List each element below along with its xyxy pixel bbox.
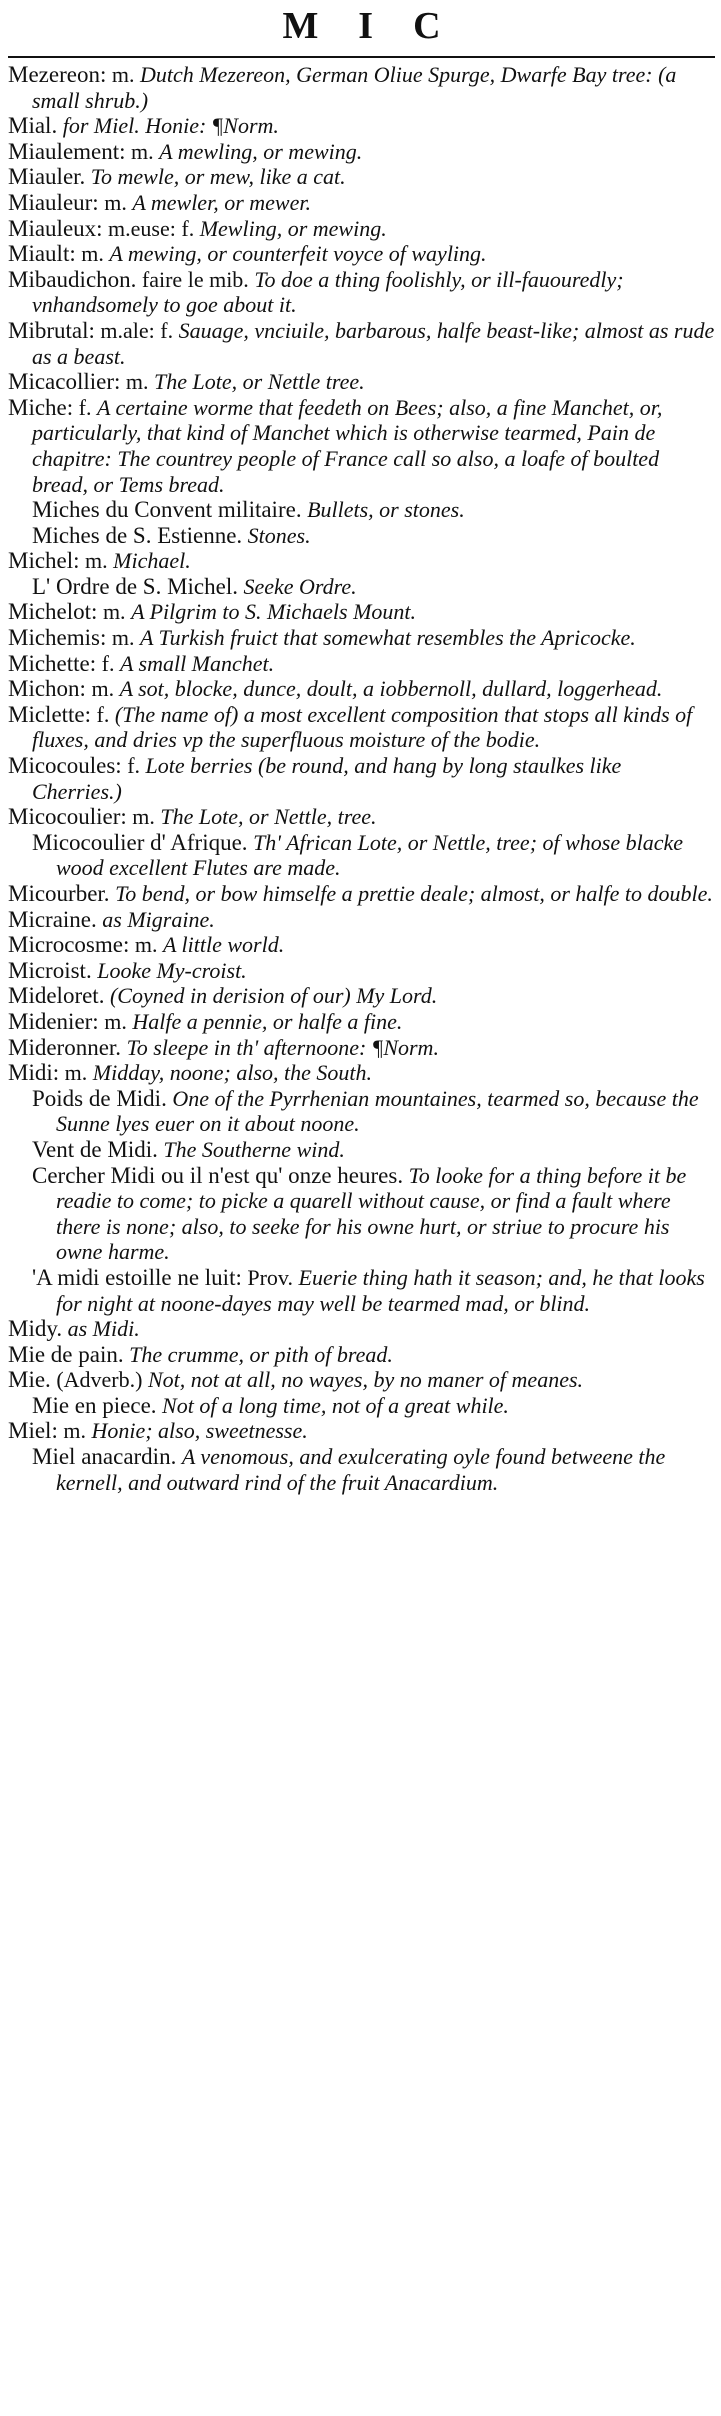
- grammar-note: m.: [129, 932, 158, 958]
- grammar-note: m.: [106, 62, 135, 87]
- dictionary-entry: [8, 702, 715, 753]
- dictionary-entry: [8, 548, 715, 574]
- definition: Seeke Ordre.: [243, 573, 357, 599]
- grammar-note: m.ale: f.: [94, 317, 174, 343]
- headword: Miauleux:: [8, 215, 103, 241]
- headword: Mial.: [8, 113, 58, 139]
- headword: L' Ordre de S. Michel.: [32, 573, 238, 599]
- definition: Looke My-croist.: [97, 957, 247, 983]
- dictionary-entry: [8, 1060, 715, 1086]
- headword: Miel anacardin.: [32, 1444, 177, 1470]
- sub-entry: [8, 1444, 715, 1495]
- headword: Mie en piece.: [32, 1392, 157, 1418]
- definition: A mewling, or mewing.: [159, 138, 363, 164]
- headword: Miel:: [8, 1418, 58, 1444]
- definition: To looke for a thing before it be readie to come; to picke a quarell without cause, or find a fault where there is none; also, to seeke for his owne hurt, or striue to procure his owne harme.: [56, 1162, 687, 1265]
- dictionary-entry: [8, 395, 715, 497]
- grammar-note: m.: [98, 1008, 127, 1034]
- definition: A certaine worme that feedeth on Bees; also, a fine Manchet, or, particularly, that kind of Manchet which is otherwise tearmed, Pain de chapitre: The countrey people of France call so also, a loafe of boulted bread, or Tems bread.: [32, 394, 663, 497]
- definition: A little world.: [162, 932, 285, 958]
- dictionary-entry: [8, 804, 715, 830]
- headword: Micourber.: [8, 881, 110, 906]
- definition: The crumme, or pith of bread.: [129, 1341, 393, 1367]
- entry-list: [8, 62, 715, 1495]
- dictionary-entry: [8, 651, 715, 677]
- definition: To bend, or bow himselfe a prettie deale; almost, or halfe to double.: [115, 881, 713, 906]
- sub-entry: [8, 1393, 715, 1419]
- dictionary-entry: [8, 1009, 715, 1035]
- grammar-note: faire le mib.: [136, 266, 249, 292]
- headword: Mie.: [8, 1367, 51, 1393]
- dictionary-entry: [8, 318, 715, 369]
- definition: Euerie thing hath it season; and, he that looks for night at noone-dayes may well be tearmed mad, or blind.: [56, 1264, 705, 1316]
- dictionary-entry: [8, 62, 715, 113]
- definition: The Southerne wind.: [163, 1136, 345, 1162]
- sub-entry: [8, 830, 715, 881]
- headword: Mideloret.: [8, 983, 105, 1009]
- headword: Micocoulier d' Afrique.: [32, 829, 248, 855]
- grammar-note: Prov.: [241, 1264, 293, 1290]
- headword: Miaulement:: [8, 138, 126, 164]
- dictionary-entry: [8, 599, 715, 625]
- dictionary-entry: [8, 369, 715, 395]
- sub-entry: [8, 497, 715, 523]
- definition: A mewing, or counterfeit voyce of wayling.: [109, 241, 487, 267]
- grammar-note: m.: [79, 548, 108, 574]
- dictionary-entry: [8, 1035, 715, 1061]
- definition: The Lote, or Nettle tree.: [154, 369, 365, 395]
- headword: Micocoulier:: [8, 804, 127, 830]
- definition: Honie; also, sweetnesse.: [91, 1418, 308, 1444]
- headword: Miclette:: [8, 701, 92, 727]
- dictionary-entry: [8, 1367, 715, 1393]
- grammar-note: m.: [126, 804, 155, 830]
- headword: Mideronner.: [8, 1034, 122, 1060]
- definition: Dutch Mezereon, German Oliue Spurge, Dwarfe Bay tree: (a small shrub.): [32, 62, 677, 113]
- headword: Poids de Midi.: [32, 1085, 167, 1111]
- definition: To sleepe in th' afternoone: ¶Norm.: [126, 1034, 439, 1060]
- definition: Stones.: [247, 522, 311, 548]
- definition: Mewling, or mewing.: [199, 215, 387, 241]
- headword: Michel:: [8, 548, 80, 574]
- headword: Vent de Midi.: [32, 1136, 158, 1162]
- sub-entry: [8, 1265, 715, 1316]
- headword: Mie de pain.: [8, 1341, 124, 1367]
- headword: Cercher Midi ou il n'est qu' onze heures.: [32, 1162, 404, 1188]
- headword: Mezereon:: [8, 62, 107, 87]
- sub-entry: [8, 1163, 715, 1265]
- headword: Mibrutal:: [8, 317, 95, 343]
- definition: Michael.: [113, 548, 191, 574]
- dictionary-entry: [8, 267, 715, 318]
- headword: Miauleur:: [8, 189, 99, 215]
- dictionary-entry: [8, 932, 715, 958]
- dictionary-entry: [8, 1316, 715, 1342]
- dictionary-entry: [8, 753, 715, 804]
- definition: Lote berries (be round, and hang by long staulkes like Cherries.): [32, 753, 622, 804]
- dictionary-entry: [8, 139, 715, 165]
- dictionary-entry: [8, 113, 715, 139]
- sub-entry: [8, 1086, 715, 1137]
- dictionary-entry: [8, 676, 715, 702]
- grammar-note: m.euse: f.: [102, 215, 195, 241]
- dictionary-entry: [8, 983, 715, 1009]
- dictionary-entry: [8, 625, 715, 651]
- dictionary-entry: [8, 216, 715, 242]
- definition: as Midi.: [67, 1316, 140, 1342]
- definition: Midday, noone; also, the South.: [92, 1060, 372, 1086]
- definition: To doe a thing foolishly, or ill-fauouredly; vnhandsomely to goe about it.: [32, 266, 624, 318]
- definition: (Coyned in derision of our) My Lord.: [109, 983, 438, 1009]
- grammar-note: m.: [120, 369, 149, 395]
- definition: for Miel. Honie: ¶Norm.: [62, 113, 279, 139]
- definition: as Migraine.: [102, 906, 215, 932]
- dictionary-entry: [8, 907, 715, 933]
- headword: Midi:: [8, 1060, 60, 1086]
- definition: (The name of) a most excellent composition that stops all kinds of fluxes, and dries vp the superfluous moisture of the bodie.: [32, 701, 693, 753]
- definition: The Lote, or Nettle, tree.: [160, 804, 377, 830]
- definition: A sot, blocke, dunce, doult, a iobbernoll, dullard, loggerhead.: [119, 676, 663, 702]
- headword: Michon:: [8, 676, 86, 702]
- definition: A venomous, and exulcerating oyle found betweene the kernell, and outward rind of the fruit Anacardium.: [56, 1444, 666, 1495]
- headword: Miault:: [8, 241, 76, 267]
- page-header: MIC: [282, 5, 481, 47]
- dictionary-entry: [8, 881, 715, 907]
- definition: A small Manchet.: [119, 650, 275, 676]
- dictionary-entry: [8, 190, 715, 216]
- grammar-note: m.: [106, 625, 135, 651]
- header-rule: [8, 56, 715, 58]
- grammar-note: m.: [85, 676, 115, 702]
- headword: Miche:: [8, 394, 74, 420]
- dictionary-entry: [8, 241, 715, 267]
- grammar-note: m.: [125, 138, 154, 164]
- definition: Th' African Lote, or Nettle, tree; of whose blacke wood excellent Flutes are made.: [56, 829, 684, 881]
- grammar-note: f.: [96, 650, 115, 676]
- headword: 'A midi estoille ne luit:: [32, 1264, 242, 1290]
- definition: Not, not at all, no wayes, by no maner of meanes.: [147, 1367, 584, 1393]
- headword: Microist.: [8, 957, 92, 983]
- headword: Miches du Convent militaire.: [32, 497, 302, 523]
- definition: Not of a long time, not of a great while.: [162, 1392, 509, 1418]
- headword: Midy.: [8, 1316, 63, 1342]
- grammar-note: m.: [97, 599, 126, 625]
- headword: Miches de S. Estienne.: [32, 522, 243, 548]
- grammar-note: (Adverb.): [50, 1367, 143, 1393]
- grammar-note: f.: [91, 701, 110, 727]
- sub-entry: [8, 1137, 715, 1163]
- definition: Bullets, or stones.: [307, 497, 465, 523]
- headword: Michemis:: [8, 625, 107, 651]
- grammar-note: m.: [59, 1060, 88, 1086]
- grammar-note: f.: [73, 394, 92, 420]
- headword: Michelot:: [8, 599, 98, 625]
- sub-entry: [8, 523, 715, 549]
- headword: Micocoules:: [8, 753, 122, 779]
- grammar-note: m.: [57, 1418, 86, 1444]
- headword: Micraine.: [8, 906, 97, 932]
- dictionary-entry: [8, 1342, 715, 1368]
- headword: Michette:: [8, 650, 97, 676]
- headword: Midenier:: [8, 1008, 99, 1034]
- sub-entry: [8, 574, 715, 600]
- grammar-note: m.: [75, 241, 104, 267]
- dictionary-entry: [8, 958, 715, 984]
- grammar-note: m.: [98, 189, 127, 215]
- definition: A mewler, or mewer.: [132, 189, 311, 215]
- headword: Miauler.: [8, 164, 86, 190]
- definition: Sauage, vnciuile, barbarous, halfe beast-like; almost as rude as a beast.: [32, 317, 715, 369]
- definition: A Turkish fruict that somewhat resembles the Apricocke.: [140, 625, 636, 651]
- definition: One of the Pyrrhenian mountaines, tearmed so, because the Sunne lyes euer on it about noone.: [56, 1085, 699, 1137]
- definition: A Pilgrim to S. Michaels Mount.: [131, 599, 417, 625]
- grammar-note: f.: [121, 753, 141, 779]
- headword: Micacollier:: [8, 369, 121, 395]
- definition: To mewle, or mew, like a cat.: [90, 164, 346, 190]
- dictionary-entry: [8, 1418, 715, 1444]
- headword: Microcosme:: [8, 932, 130, 958]
- headword: Mibaudichon.: [8, 266, 137, 292]
- definition: Halfe a pennie, or halfe a fine.: [132, 1008, 403, 1034]
- dictionary-entry: [8, 164, 715, 190]
